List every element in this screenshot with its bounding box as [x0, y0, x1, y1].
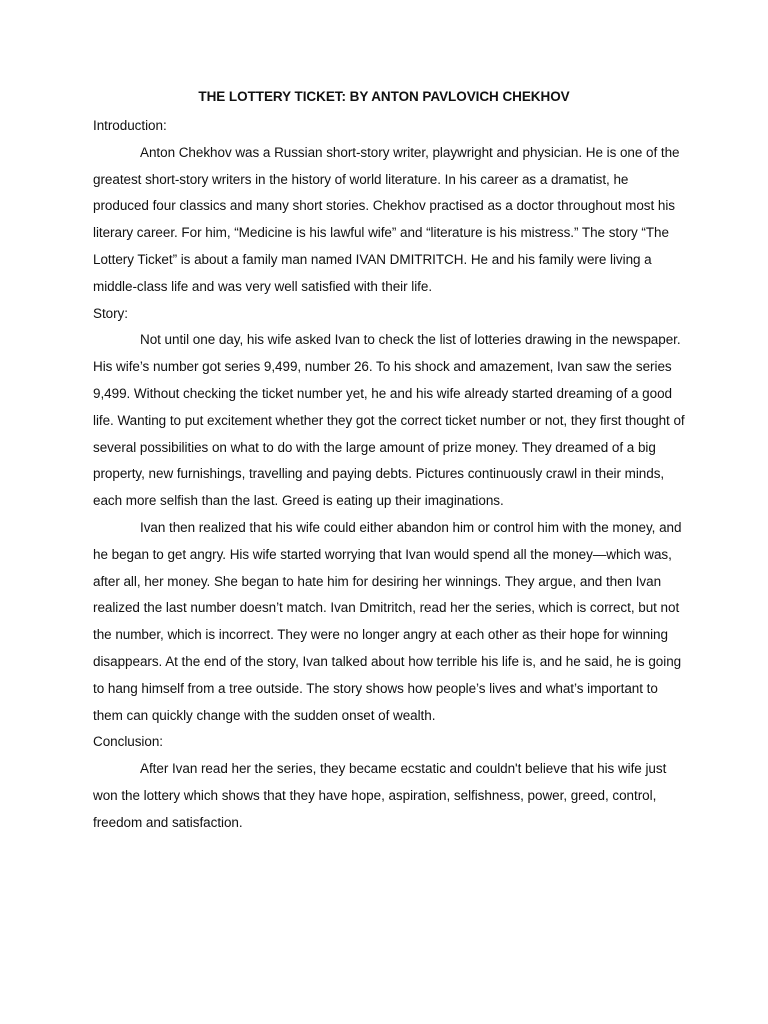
section-heading: Introduction:	[93, 118, 167, 133]
document-body	[93, 113, 685, 837]
paragraph: After Ivan read her the series, they became ecstatic and couldn't believe that his wife just won the lottery which shows that they have hope, aspiration, selfishness, power, greed, control, freedom and satisfaction.	[93, 761, 667, 830]
section-heading: Story:	[93, 305, 128, 321]
section-story	[93, 301, 685, 730]
paragraph: Ivan then realized that his wife could either abandon him or control him with the money, and he began to get angry. His wife started worrying that Ivan would spend all the money—which was, after all, her money. She began to hate him for desiring her winnings. They argue, and then Ivan realized the last number doesn’t match. Ivan Dmitritch, read her the series, which is correct, but not the number, which is incorrect. They were no longer angry at each other as their hope for winning disappears. At the end of the story, Ivan talked about how terrible his life is, and he said, he is going to hang himself from a tree outside. The story shows how people’s lives and what’s important to them can quickly change with the sudden onset of wealth.	[93, 519, 682, 723]
section-heading: Conclusion:	[93, 734, 163, 750]
section-introduction	[93, 113, 685, 301]
section-conclusion	[93, 729, 685, 836]
paragraph: Not until one day, his wife asked Ivan to check the list of lotteries drawing in the newspaper. His wife’s number got series 9,499, number 26. To his shock and amazement, Ivan saw the series 9,499. Without checking the ticket number yet, he and his wife already started dreaming of a good life. Wanting to put excitement whether they got the correct ticket number or not, they first thought of several possibilities on what to do with the large amount of prize money. They dreamed of a big property, new furnishings, travelling and paying debts. Pictures continuously crawl in their minds, each more selfish than the last. Greed is eating up their imaginations.	[93, 332, 685, 509]
paragraph: Anton Chekhov was a Russian short-story writer, playwright and physician. He is one of the greatest short-story writers in the history of world literature. In his career as a dramatist, he produced four classics and many short stories. Chekhov practised as a doctor throughout most his literary career. For him, “Medicine is his lawful wife” and “literature is his mistress.” The story “The Lottery Ticket” is about a family man named IVAN DMITRITCH. He and his family were living a middle-class life and was very well satisfied with their life.	[93, 144, 680, 294]
document-title: THE LOTTERY TICKET: BY ANTON PAVLOVICH CHEKHOV	[198, 89, 570, 104]
